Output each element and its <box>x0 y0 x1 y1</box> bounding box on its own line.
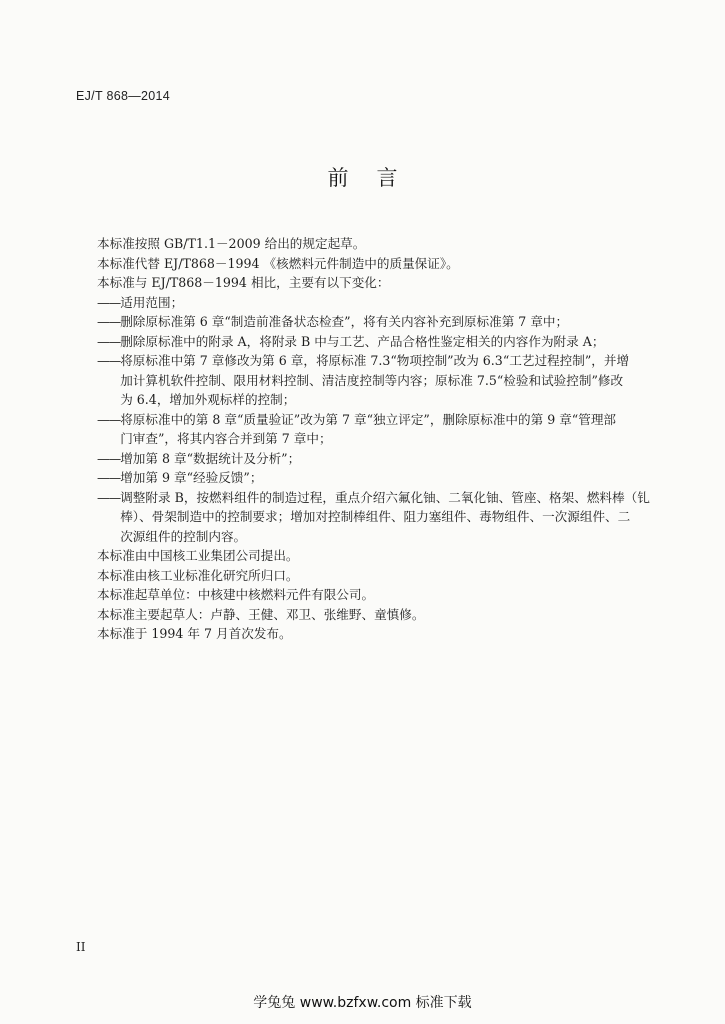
change-text-line: 次源组件的控制内容。 <box>120 528 247 544</box>
dash-mark: —— <box>97 314 121 329</box>
change-text-line: 为 6.4，增加外观标样的控制； <box>120 392 296 407</box>
change-item <box>97 332 657 352</box>
change-item <box>97 312 657 332</box>
section-title: 前言 <box>327 166 426 190</box>
change-text-line: 增加第 8 章“数据统计及分析”； <box>120 450 301 466</box>
change-text-line: 加计算机软件控制、限用材料控制、清洁度控制等内容；原标准 7.5“检验和试验控制”修改 <box>120 372 624 388</box>
dash-mark: —— <box>97 333 121 349</box>
dash-mark: —— <box>97 353 121 368</box>
page-number: II <box>76 940 86 954</box>
paragraph-drafters: 本标准主要起草人：卢静、王健、邓卫、张维野、童慎修。 <box>97 606 425 622</box>
dash-mark: —— <box>97 489 121 505</box>
change-text <box>120 410 657 449</box>
change-item <box>97 351 657 410</box>
change-text-line: 适用范围； <box>120 294 184 310</box>
change-text-line: 删除原标准第 6 章“制造前准备状态检查”，将有关内容补充到原标准第 7 章中； <box>120 314 569 329</box>
paragraph-proposer: 本标准由中国核工业集团公司提出。 <box>97 548 299 563</box>
paragraph-centralized: 本标准由核工业标准化研究所归口。 <box>97 567 299 583</box>
paragraph-changes-intro: 本标准与 EJ/T868－1994 相比，主要有以下变化： <box>97 275 390 290</box>
change-text <box>120 351 657 410</box>
change-text <box>120 332 657 352</box>
paragraph-drafting-rules: 本标准按照 GB/T1.1－2009 给出的规定起草。 <box>97 236 366 251</box>
change-text-line: 将原标准中第 7 章修改为第 6 章，将原标准 7.3“物项控制”改为 6.3“工艺过程控制”，并增 <box>120 353 630 368</box>
change-text-line: 增加第 9 章“经验反馈”； <box>120 470 263 485</box>
paragraph-drafting-unit: 本标准起草单位：中核建中核燃料元件有限公司。 <box>97 587 375 602</box>
change-text <box>120 312 657 332</box>
change-text-line: 将原标准中的第 8 章“质量验证”改为第 7 章“独立评定”，删除原标准中的第 9 章“管理部 <box>120 411 617 427</box>
foreword-body <box>97 234 657 644</box>
change-text-line: 删除原标准中的附录 A，将附录 B 中与工艺、产品合格性鉴定相关的内容作为附录 A； <box>120 333 605 349</box>
change-text-line: 门审查”，将其内容合并到第 7 章中； <box>120 431 332 446</box>
change-text <box>120 449 657 469</box>
change-text <box>120 293 657 313</box>
paragraph-replaces: 本标准代替 EJ/T868－1994 《核燃料元件制造中的质量保证》。 <box>97 255 459 271</box>
dash-mark: —— <box>97 470 121 485</box>
change-text <box>120 488 657 547</box>
change-text-line: 调整附录 B，按燃料组件的制造过程，重点介绍六氟化铀、二氧化铀、管座、格架、燃料棒（钆 <box>120 489 650 505</box>
paragraph-first-release: 本标准于 1994 年 7 月首次发布。 <box>97 626 292 641</box>
change-item <box>97 410 657 449</box>
dash-mark: —— <box>97 411 121 427</box>
document-code: EJ/T 868—2014 <box>76 89 171 103</box>
dash-mark: —— <box>97 450 121 466</box>
dash-mark: —— <box>97 294 121 310</box>
change-text-line: 棒）、骨架制造中的控制要求；增加对控制棒组件、阻力塞组件、毒物组件、一次源组件、二 <box>120 509 631 524</box>
change-text <box>120 468 657 488</box>
change-item <box>97 488 657 547</box>
change-item <box>97 449 657 469</box>
footer-watermark-text: 学兔兔 www.bzfxw.com 标准下载 <box>253 995 472 1011</box>
change-item <box>97 468 657 488</box>
changes-list <box>97 293 657 547</box>
change-item <box>97 293 657 313</box>
